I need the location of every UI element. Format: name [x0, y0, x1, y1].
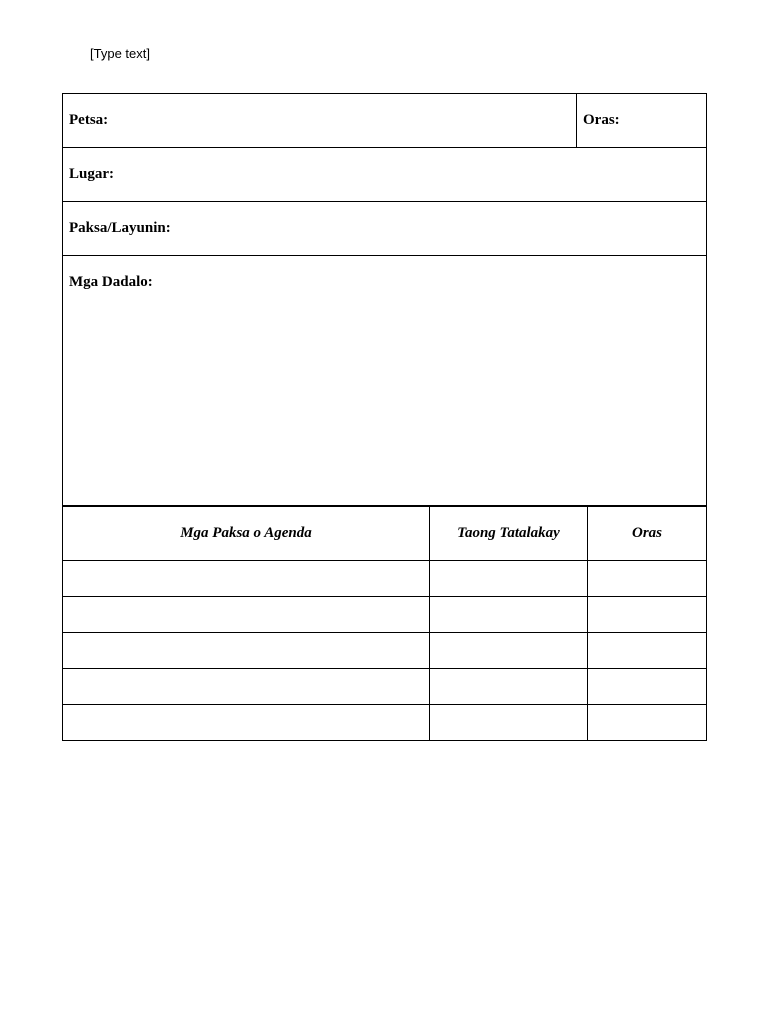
presenter-cell[interactable] [430, 633, 588, 669]
attendees-label: Mga Dadalo: [69, 274, 153, 290]
topic-row [63, 202, 707, 256]
agenda-cell[interactable] [63, 705, 430, 741]
agenda-cell[interactable] [63, 633, 430, 669]
time-field[interactable] [577, 94, 707, 148]
date-label: Petsa: [69, 112, 109, 128]
agenda-column-header: Mga Paksa o Agenda [63, 507, 430, 561]
presenter-cell[interactable] [430, 705, 588, 741]
table-row [63, 633, 707, 669]
attendees-field[interactable] [63, 256, 707, 506]
table-row [63, 705, 707, 741]
presenter-column-header: Taong Tatalakay [430, 507, 588, 561]
place-row [63, 148, 707, 202]
table-row [63, 669, 707, 705]
meeting-info-table [62, 93, 707, 506]
time-cell[interactable] [588, 669, 707, 705]
attendees-row [63, 256, 707, 506]
presenter-cell[interactable] [430, 561, 588, 597]
time-cell[interactable] [588, 597, 707, 633]
agenda-table [62, 506, 707, 741]
agenda-header-row [63, 507, 707, 561]
time-cell[interactable] [588, 705, 707, 741]
header-placeholder-text: [Type text] [90, 46, 150, 61]
agenda-cell[interactable] [63, 669, 430, 705]
table-row [63, 597, 707, 633]
time-column-header: Oras [588, 507, 707, 561]
presenter-cell[interactable] [430, 597, 588, 633]
topic-field[interactable] [63, 202, 707, 256]
topic-label: Paksa/Layunin: [69, 220, 171, 236]
presenter-cell[interactable] [430, 669, 588, 705]
time-cell[interactable] [588, 561, 707, 597]
date-time-row [63, 94, 707, 148]
agenda-cell[interactable] [63, 561, 430, 597]
time-cell[interactable] [588, 633, 707, 669]
place-field[interactable] [63, 148, 707, 202]
agenda-cell[interactable] [63, 597, 430, 633]
table-row [63, 561, 707, 597]
time-label: Oras: [583, 112, 620, 128]
place-label: Lugar: [69, 166, 114, 182]
date-field[interactable] [63, 94, 577, 148]
